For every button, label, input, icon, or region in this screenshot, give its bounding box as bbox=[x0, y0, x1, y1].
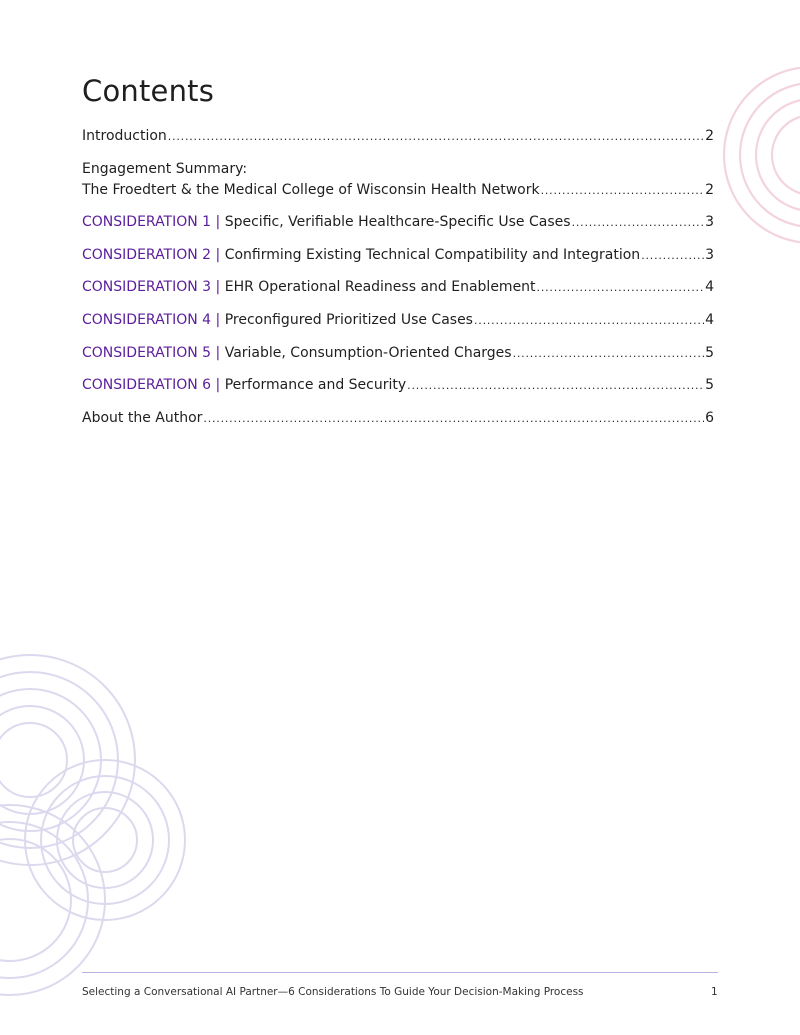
toc-entry-engagement[interactable] bbox=[82, 180, 714, 201]
toc-page-number: 3 bbox=[705, 214, 714, 231]
table-of-contents bbox=[82, 126, 714, 440]
consideration-tag: CONSIDERATION 5 | bbox=[82, 344, 221, 361]
toc-entry-consideration-4[interactable] bbox=[82, 310, 714, 331]
consideration-tag: CONSIDERATION 1 | bbox=[82, 214, 221, 231]
toc-entry-label: EHR Operational Readiness and Enablement bbox=[224, 279, 536, 296]
dot-leader bbox=[168, 126, 704, 147]
toc-entry-consideration-2[interactable] bbox=[82, 245, 714, 266]
toc-entry-label: Confirming Existing Technical Compatibility and Integration bbox=[224, 246, 641, 263]
toc-entry-consideration-6[interactable] bbox=[82, 375, 714, 396]
toc-entry-label: Introduction bbox=[82, 128, 167, 144]
top-right-rings bbox=[724, 67, 800, 243]
toc-page-number: 6 bbox=[705, 409, 714, 426]
toc-entry-label: Performance and Security bbox=[224, 377, 407, 394]
consideration-tag: CONSIDERATION 6 | bbox=[82, 377, 221, 394]
dot-leader bbox=[513, 343, 704, 364]
toc-entry-label: Specific, Verifiable Healthcare-Specific Use Cases bbox=[224, 214, 571, 231]
toc-entry-consideration-1[interactable] bbox=[82, 212, 714, 233]
toc-entry-consideration-5[interactable] bbox=[82, 343, 714, 364]
dot-leader bbox=[203, 408, 704, 429]
toc-page-number: 2 bbox=[705, 181, 714, 198]
toc-entry-label: Preconfigured Prioritized Use Cases bbox=[224, 311, 473, 328]
toc-entry-engagement-line1: Engagement Summary: bbox=[82, 160, 248, 177]
consideration-tag: CONSIDERATION 4 | bbox=[82, 311, 221, 328]
consideration-tag: CONSIDERATION 2 | bbox=[82, 246, 221, 263]
dot-leader bbox=[641, 245, 704, 266]
toc-entry-label: The Froedtert & the Medical College of Wisconsin Health Network bbox=[82, 181, 540, 198]
toc-entry-label: Variable, Consumption-Oriented Charges bbox=[224, 344, 512, 361]
toc-page-number: 5 bbox=[705, 377, 714, 394]
dot-leader bbox=[541, 180, 705, 201]
toc-page-number: 3 bbox=[705, 246, 714, 263]
toc-entry-label: About the Author bbox=[82, 409, 203, 426]
toc-page-number: 4 bbox=[705, 311, 714, 328]
dot-leader bbox=[474, 310, 704, 331]
footer-divider bbox=[82, 972, 718, 973]
dot-leader bbox=[572, 212, 705, 233]
page-title: Contents bbox=[82, 74, 215, 108]
bottom-left-rings bbox=[0, 655, 185, 995]
footer-title: Selecting a Conversational AI Partner—6 Considerations To Guide Your Decision-Making Process bbox=[82, 986, 584, 998]
toc-entry-introduction[interactable] bbox=[82, 126, 714, 147]
toc-page-number: 4 bbox=[705, 279, 714, 296]
footer-page-number: 1 bbox=[711, 986, 718, 998]
dot-leader bbox=[407, 375, 704, 396]
toc-page-number: 5 bbox=[705, 344, 714, 361]
toc-entry-about-author[interactable] bbox=[82, 408, 714, 429]
dot-leader bbox=[537, 277, 705, 298]
toc-page-number: 2 bbox=[705, 128, 714, 144]
consideration-tag: CONSIDERATION 3 | bbox=[82, 279, 221, 296]
toc-entry-consideration-3[interactable] bbox=[82, 277, 714, 298]
